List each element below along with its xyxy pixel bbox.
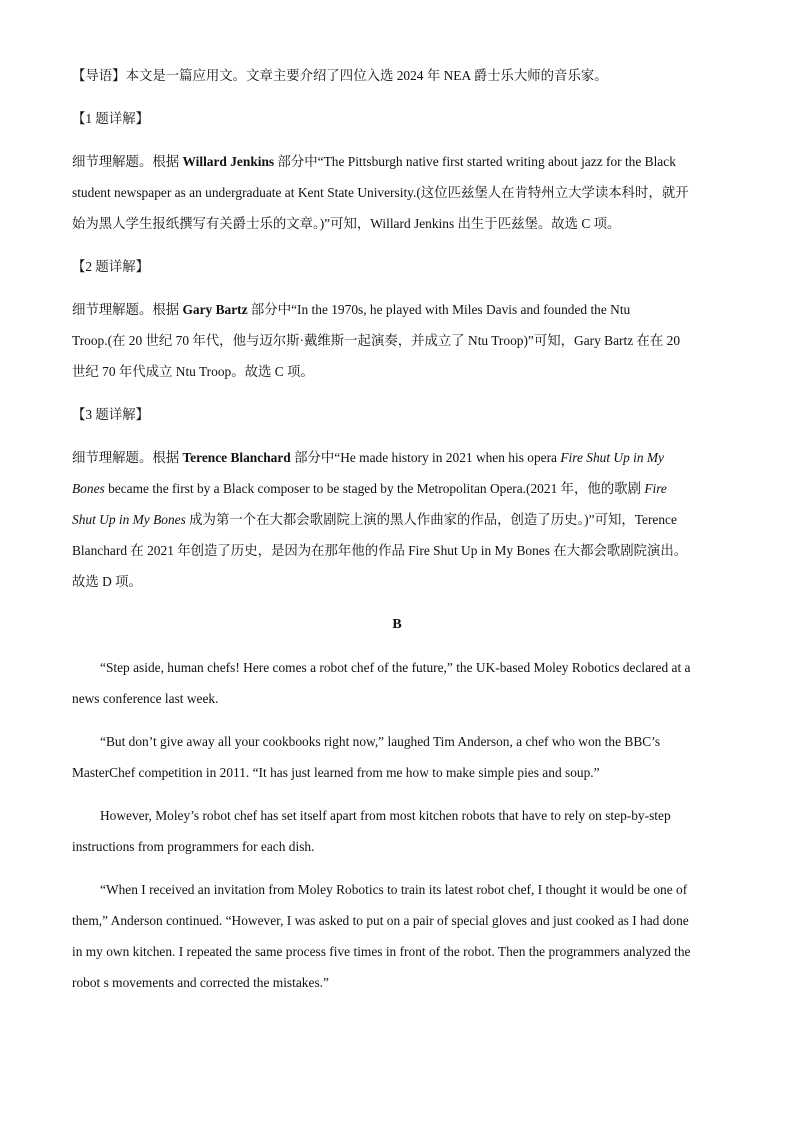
b-p4-line-3: in my own kitchen. I repeated the same process five times in front of the robot. Then the programmers analyzed the [72, 944, 691, 959]
q3-opera-title-end: Bones [72, 481, 105, 496]
q2-heading: 【2 题详解】 [72, 259, 149, 274]
q2-section-name: Gary Bartz [182, 302, 248, 317]
q2-line-1-pre: 细节理解题。根据 [72, 302, 183, 317]
b-p4-line-1: “When I received an invitation from Moley Robotics to train its latest robot chef, I thought it would be one of [100, 882, 688, 897]
q2-line-1-post: 部分中“In the 1970s, he played with Miles Davis and founded the Ntu [247, 302, 631, 317]
b-p1-line-1: “Step aside, human chefs! Here comes a robot chef of the future,” the UK-based Moley Robotics declared at a [100, 660, 691, 675]
q3-opera-title-part: Fire Shut Up in My [560, 450, 664, 465]
q3-line-1 [72, 442, 722, 473]
b-p4-line-2: them,” Anderson continued. “However, I was asked to put on a pair of special gloves and just cooked as I had done [72, 913, 689, 928]
q1-line-3: 始为黑人学生报纸撰写有关爵士乐的文章。)”可知，Willard Jenkins 出生于匹兹堡。故选 C 项。 [72, 216, 621, 231]
q3-opera-title-cn-end: Shut Up in My Bones [72, 512, 186, 527]
q1-heading: 【1 题详解】 [72, 111, 149, 126]
q3-line-5: 故选 D 项。 [72, 574, 142, 589]
q3-heading: 【3 题详解】 [72, 407, 149, 422]
intro-text: 本文是一篇应用文。文章主要介绍了四位入选 2024 年 NEA 爵士乐大师的音乐家。 [125, 68, 608, 83]
q1-line-2: student newspaper as an undergraduate at Kent State University.(这位匹兹堡人在肯特州立大学读本科时，就开 [72, 185, 689, 200]
q1-section-name: Willard Jenkins [182, 154, 275, 169]
b-p1-line-2: news conference last week. [72, 691, 219, 706]
q2-line-1 [72, 294, 722, 325]
b-p2-line-1: “But don’t give away all your cookbooks right now,” laughed Tim Anderson, a chef who won the BBC’s [100, 734, 661, 749]
b-p4-line-4: robot s movements and corrected the mistakes.” [72, 975, 329, 990]
q2-line-3: 世纪 70 年代成立 Ntu Troop。故选 C 项。 [72, 364, 314, 379]
q3-line-3 [72, 504, 722, 535]
b-p3-line-2: instructions from programmers for each dish. [72, 839, 315, 854]
q2-line-2: Troop.(在 20 世纪 70 年代，他与迈尔斯·戴维斯一起演奏，并成立了 Ntu Troop)”可知，Gary Bartz 在在 20 [72, 333, 681, 348]
q3-line-1-pre: 细节理解题。根据 [72, 450, 183, 465]
q1-line-1-post: 部分中“The Pittsburgh native first started writing about jazz for the Black [274, 154, 676, 169]
q1-line-1 [72, 146, 722, 177]
q3-line-2-post: became the first by a Black composer to be staged by the Metropolitan Opera.(2021 年，他的歌剧 [104, 481, 645, 496]
q3-line-2 [72, 473, 722, 504]
b-p2-line-2: MasterChef competition in 2011. “It has just learned from me how to make simple pies and soup.” [72, 765, 600, 780]
section-b-title: B [392, 617, 402, 632]
q3-opera-title-cn-part: Fire [644, 481, 667, 496]
document-page [72, 60, 722, 998]
q3-section-name: Terence Blanchard [182, 450, 291, 465]
q1-line-1-pre: 细节理解题。根据 [72, 154, 183, 169]
b-p3-line-1: However, Moley’s robot chef has set itself apart from most kitchen robots that have to rely on step-by-step [100, 808, 671, 823]
intro-label: 【导语】 [72, 68, 126, 83]
q3-line-1-mid: 部分中“He made history in 2021 when his opera [290, 450, 561, 465]
intro-line [72, 60, 722, 91]
q3-line-4: Blanchard 在 2021 年创造了历史，是因为在那年他的作品 Fire Shut Up in My Bones 在大都会歌剧院演出。 [72, 543, 688, 558]
q3-line-3-post: 成为第一个在大都会歌剧院上演的黑人作曲家的作品，创造了历史。)”可知，Terence [185, 512, 677, 527]
